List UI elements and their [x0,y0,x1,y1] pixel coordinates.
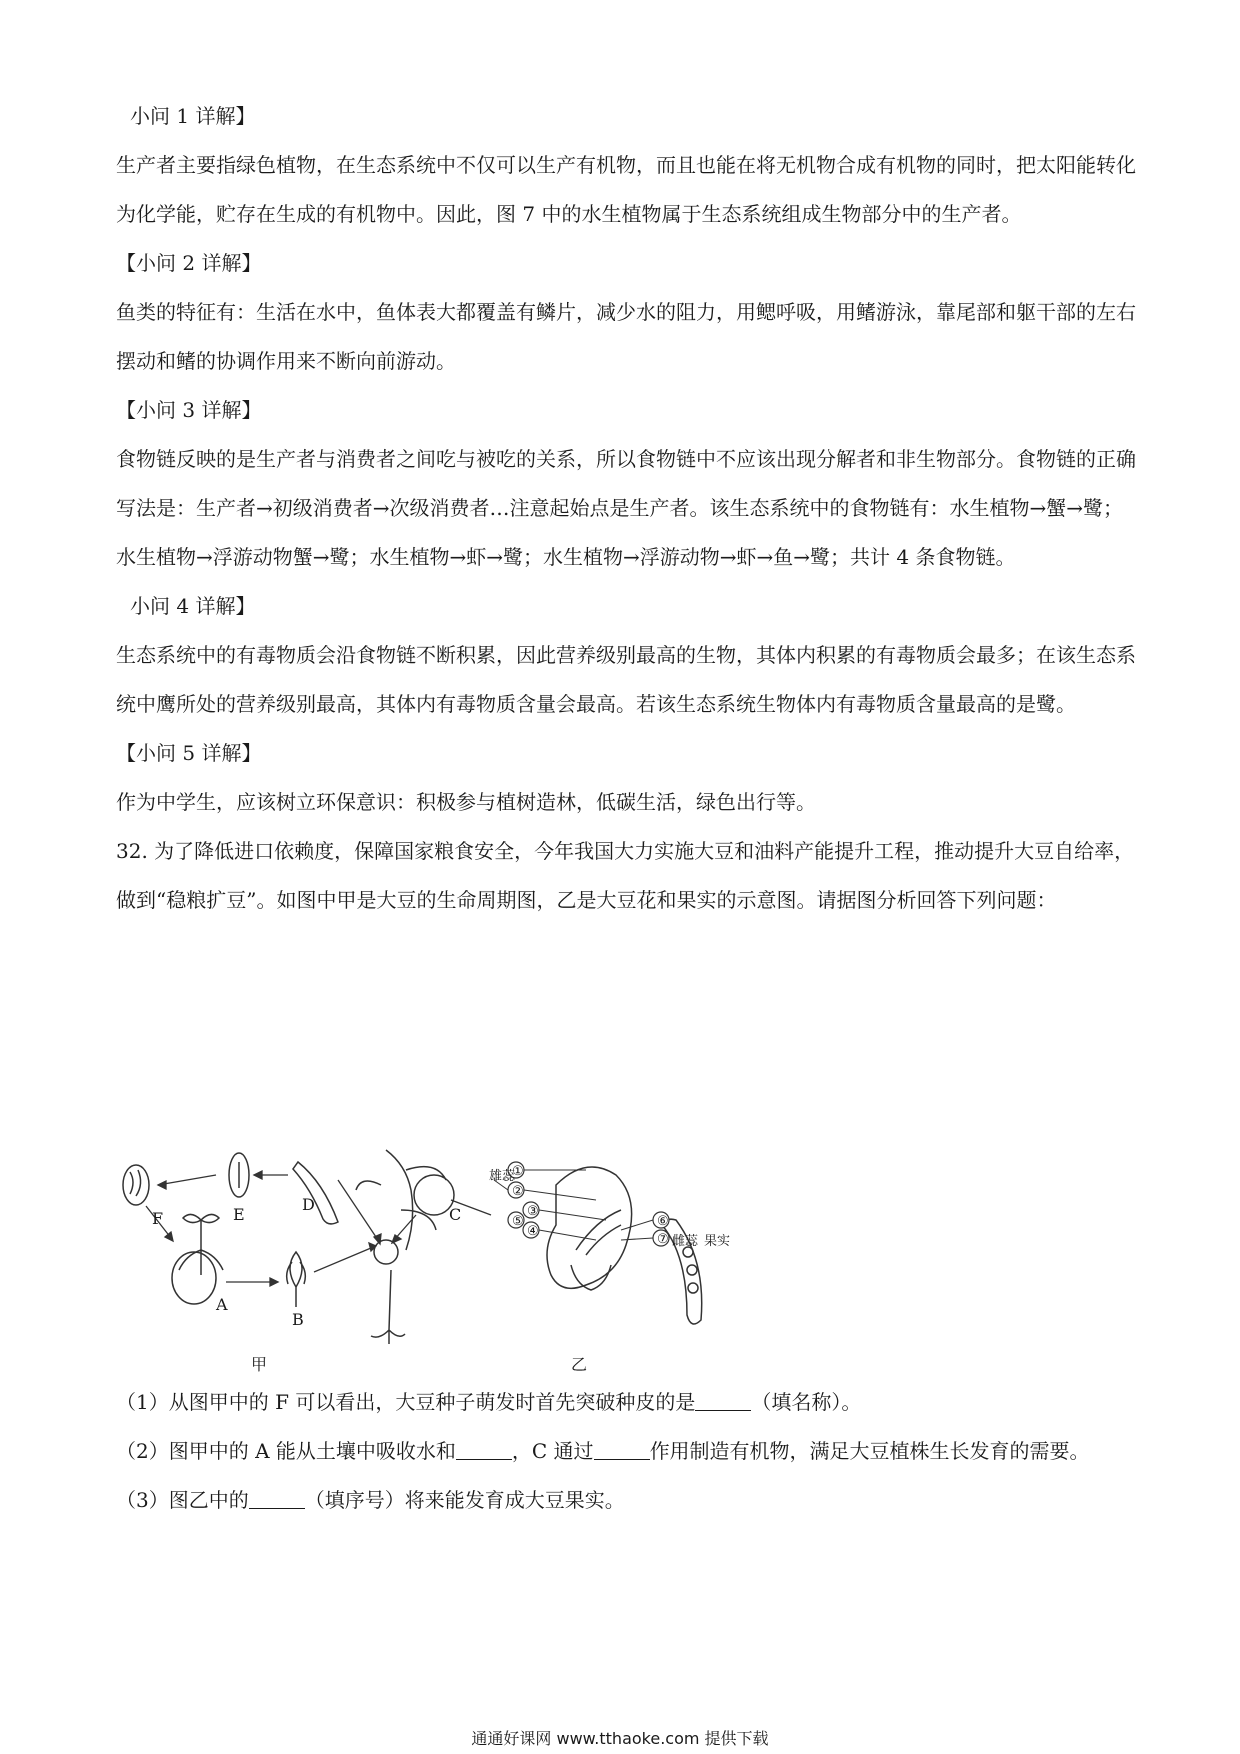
soybean-figure [116,1140,836,1375]
pod-D [293,1162,338,1224]
section-heading-1: 小问 1 详解】 [130,104,256,128]
answer-explanations [116,92,1136,925]
section-heading-5: 【小问 5 详解】 [116,741,262,765]
circle-num-7: ⑦ [657,1232,669,1247]
germinating-seed-F [123,1165,149,1205]
mature-plant-C [356,1150,446,1250]
section-heading-2: 【小问 2 详解】 [116,251,262,275]
section-text-4: 生态系统中的有毒物质会沿食物链不断积累，因此营养级别最高的生物，其体内积累的有毒物质会最多；在该生态系统中鹰所处的营养级别最高，其体内有毒物质含量会最高。若该生态系统生物体内有毒物质含量最高的是鹭。 [116,643,1136,716]
label-D: D [302,1195,315,1214]
section-heading-3: 【小问 3 详解】 [116,398,262,422]
label-guoshi: 果实 [704,1234,731,1249]
caption-yi: 乙 [571,1355,588,1374]
subquestion-3: （3）图乙中的 （填序号）将来能发育成大豆果实。 [116,1488,625,1512]
question-32-intro: 32. 为了降低进口依赖度，保障国家粮食安全，今年我国大力实施大豆和油料产能提升工程，推动提升大豆自给率，做到“稳粮扩豆”。如图中甲是大豆的生命周期图，乙是大豆花和果实的示意图。请据图分析回答下列问题： [116,839,1135,912]
seedling-A [183,1214,219,1250]
section-text-5: 作为中学生，应该树立环保意识：积极参与植树造林，低碳生活，绿色出行等。 [116,790,816,814]
caption-jia: 甲 [251,1355,268,1374]
circle-num-6: ⑥ [657,1214,669,1229]
label-B: B [292,1310,304,1329]
soybean-lifecycle-diagram [116,1140,836,1375]
circle-num-2: ② [512,1184,524,1199]
section-heading-4: 小问 4 详解】 [130,594,256,618]
page-footer: 通通好课网 www.tthaoke.com 提供下载 [471,1729,769,1748]
question-32-subquestions [116,1378,1136,1525]
circle-num-5: ⑤ [512,1214,524,1229]
circle-num-4: ④ [527,1224,539,1239]
flower-B [287,1252,306,1307]
label-xiongrui: 雄蕊 [489,1169,516,1184]
label-F: F [152,1209,164,1228]
label-E: E [233,1205,245,1224]
section-text-3: 食物链反映的是生产者与消费者之间吃与被吃的关系，所以食物链中不应该出现分解者和非生物部分。食物链的正确写法是：生产者→初级消费者→次级消费者…注意起始点是生产者。该生态系统中的食物链有：水生植物→蟹→鹭；水生植物→浮游动物蟹→鹭；水生植物→虾→鹭；水生植物→浮游动物→虾→鱼→鹭；共计 4 条食物链。 [116,447,1136,569]
label-A: A [216,1295,228,1314]
section-text-2: 鱼类的特征有：生活在水中，鱼体表大都覆盖有鳞片，减少水的阻力，用鳃呼吸，用鳍游泳，靠尾部和躯干部的左右摆动和鳍的协调作用来不断向前游动。 [116,300,1136,373]
answer-blank-3[interactable] [594,1439,650,1460]
answer-blank-2[interactable] [456,1439,512,1460]
flower-section [547,1167,632,1288]
answer-blank-1[interactable] [695,1390,751,1411]
circle-num-1: ① [512,1164,524,1179]
label-cirui: 雌蕊 [672,1234,699,1249]
answer-blank-4[interactable] [249,1488,305,1509]
label-C: C [449,1205,462,1224]
subquestion-1: （1）从图甲中的 F 可以看出，大豆种子萌发时首先突破种皮的是 （填名称）。 [116,1390,862,1414]
section-text-1: 生产者主要指绿色植物，在生态系统中不仅可以生产有机物，而且也能在将无机物合成有机物的同时，把太阳能转化为化学能，贮存在生成的有机物中。因此，图 7 中的水生植物属于生态系统组成生物部分中的生产者。 [116,153,1136,226]
subquestion-2: （2）图甲中的 A 能从土壤中吸收水和 ，C 通过 作用制造有机物，满足大豆植株生长发育的需要。 [116,1439,1090,1463]
circle-num-3: ③ [527,1204,539,1219]
